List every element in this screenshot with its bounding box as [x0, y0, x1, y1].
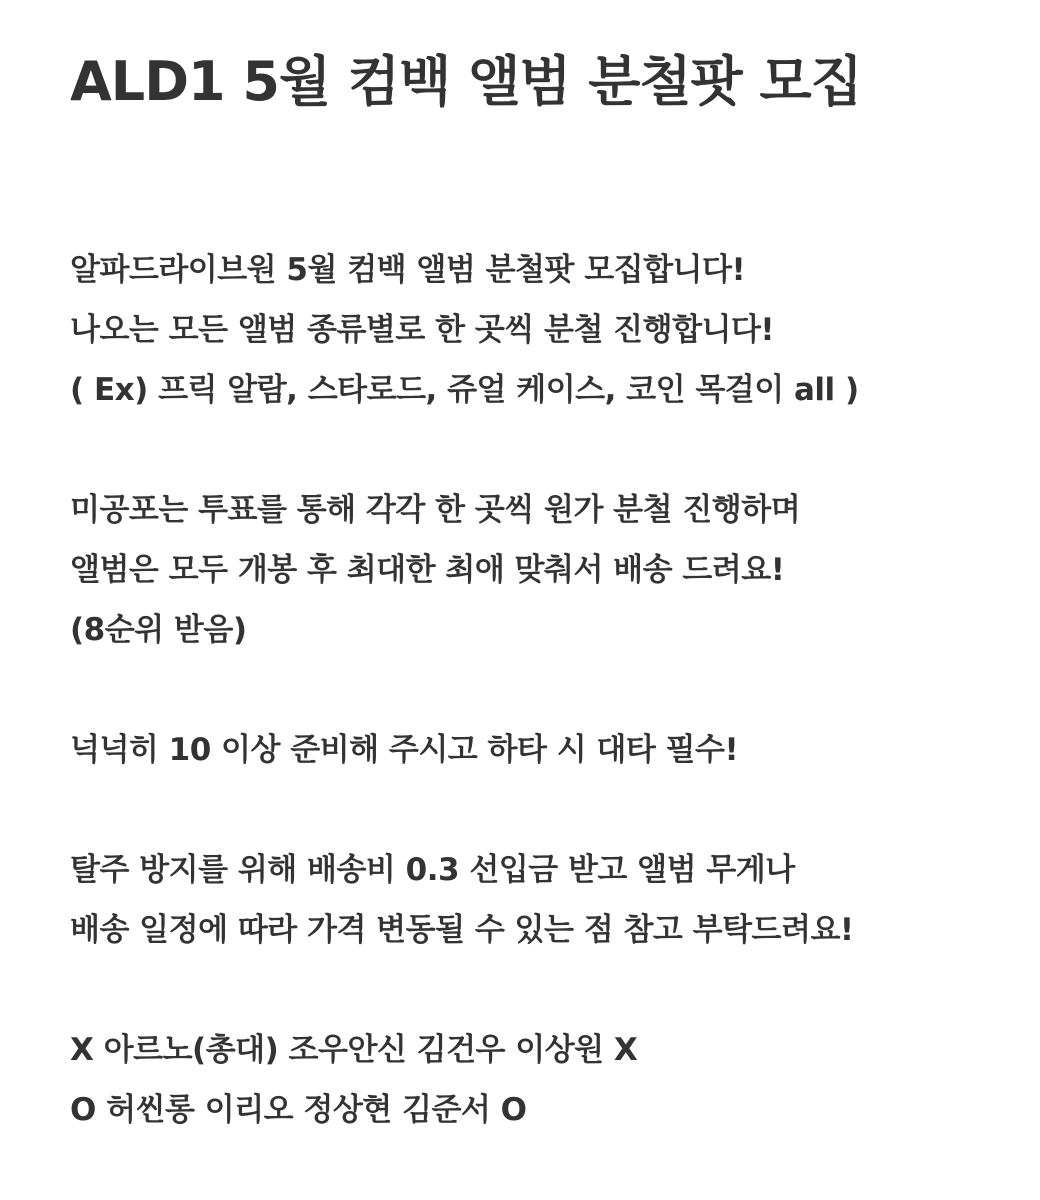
- paragraph-members: [70, 1020, 1010, 1140]
- paragraph-intro: [70, 240, 1010, 420]
- text-line: 미공포는 투표를 통해 각각 한 곳씩 원가 분철 진행하며: [70, 492, 801, 528]
- text-line: 배송 일정에 따라 가격 변동될 수 있는 점 참고 부탁드려요!: [70, 912, 854, 948]
- text-line: 알파드라이브원 5월 컴백 앨범 분철팟 모집합니다!: [70, 252, 746, 288]
- text-line: 앨범은 모두 개봉 후 최대한 최애 맞춰서 배송 드려요!: [70, 552, 785, 588]
- text-line: 넉넉히 10 이상 준비해 주시고 하타 시 대타 필수!: [70, 732, 739, 768]
- post-title: ALD1 5월 컴백 앨범 분철팟 모집: [70, 50, 862, 113]
- text-line: 탈주 방지를 위해 배송비 0.3 선입금 받고 앨범 무게나: [70, 852, 795, 888]
- text-line: (8순위 받음): [70, 612, 247, 648]
- text-line: 나오는 모든 앨범 종류별로 한 곳씩 분철 진행합니다!: [70, 312, 775, 348]
- document-page: [70, 0, 1010, 1200]
- paragraph-photocard: [70, 480, 1010, 660]
- member-line-unavailable: X 아르노(총대) 조우안신 김건우 이상원 X: [70, 1032, 638, 1068]
- paragraph-shipping: [70, 840, 1010, 960]
- paragraph-requirements: [70, 720, 1010, 780]
- post-body: [70, 240, 1010, 1200]
- text-line: ( Ex) 프릭 알람, 스타로드, 쥬얼 케이스, 코인 목걸이 all ): [70, 372, 859, 408]
- member-line-available: O 허씬롱 이리오 정상현 김준서 O: [70, 1092, 527, 1128]
